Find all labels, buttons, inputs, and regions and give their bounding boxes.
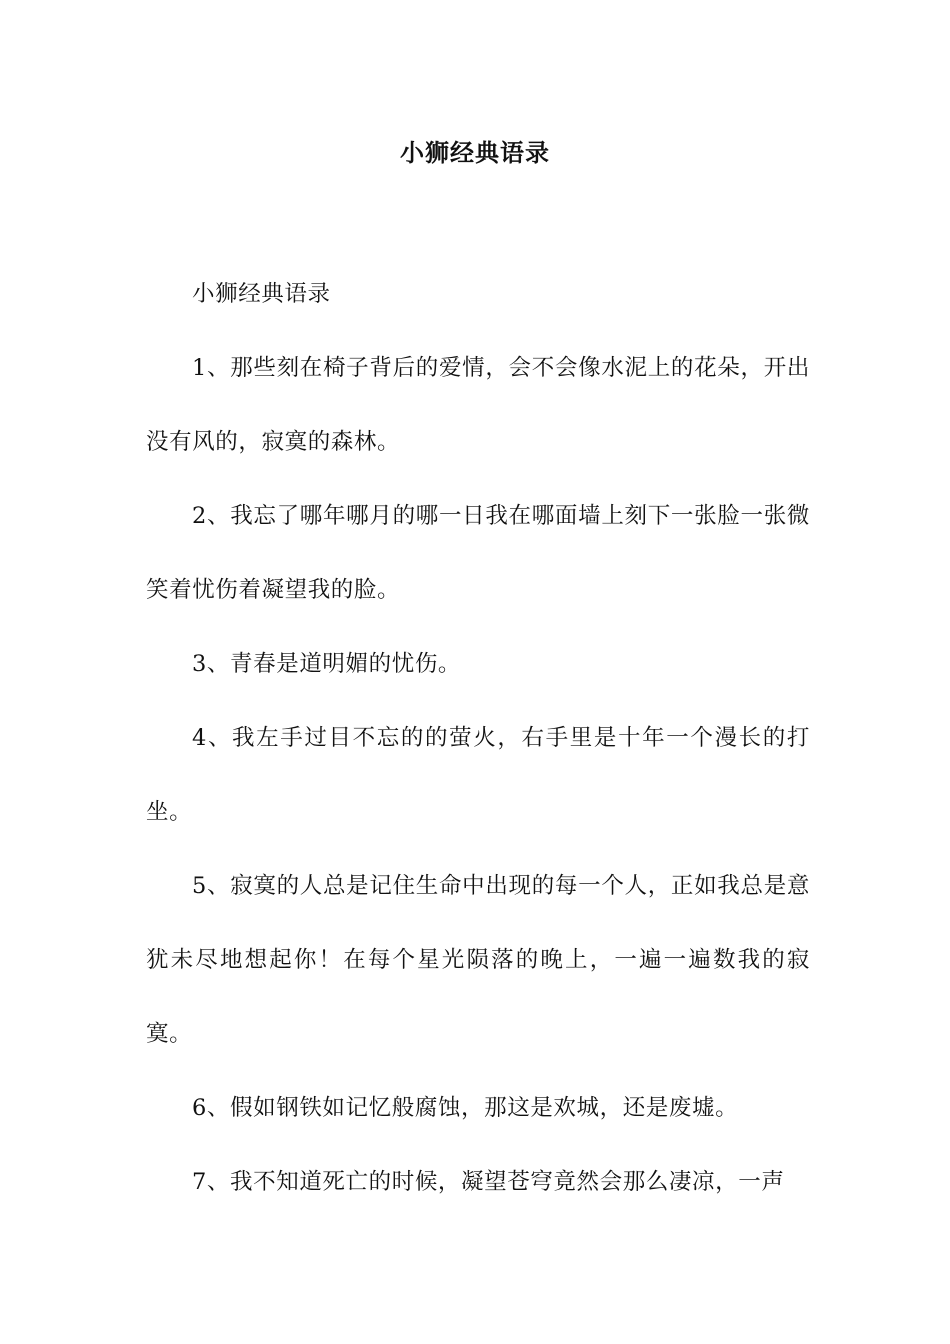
document-title: 小狮经典语录 [400,138,550,167]
quote-paragraph-4: 4、我左手过目不忘的的萤火，右手里是十年一个漫长的打坐。 [146,725,810,825]
quote-paragraph-6: 6、假如钢铁如记忆般腐蚀，那这是欢城，还是废墟。 [192,1095,739,1121]
quote-paragraph-5: 5、寂寞的人总是记住生命中出现的每一个人，正如我总是意犹未尽地想起你！在每个星光陨落的晚上，一遍一遍数我的寂寞。 [146,873,810,1047]
body-heading: 小狮经典语录 [192,281,331,307]
document-body [146,257,810,1219]
quote-paragraph-1: 1、那些刻在椅子背后的爱情，会不会像水泥上的花朵，开出没有风的，寂寞的森林。 [146,355,810,455]
quote-paragraph-3: 3、青春是道明媚的忧伤。 [192,651,462,677]
quote-paragraph-7: 7、我不知道死亡的时候，凝望苍穹竟然会那么凄凉，一声 [192,1169,785,1195]
quote-paragraph-2: 2、我忘了哪年哪月的哪一日我在哪面墙上刻下一张脸一张微笑着忧伤着凝望我的脸。 [146,503,810,603]
